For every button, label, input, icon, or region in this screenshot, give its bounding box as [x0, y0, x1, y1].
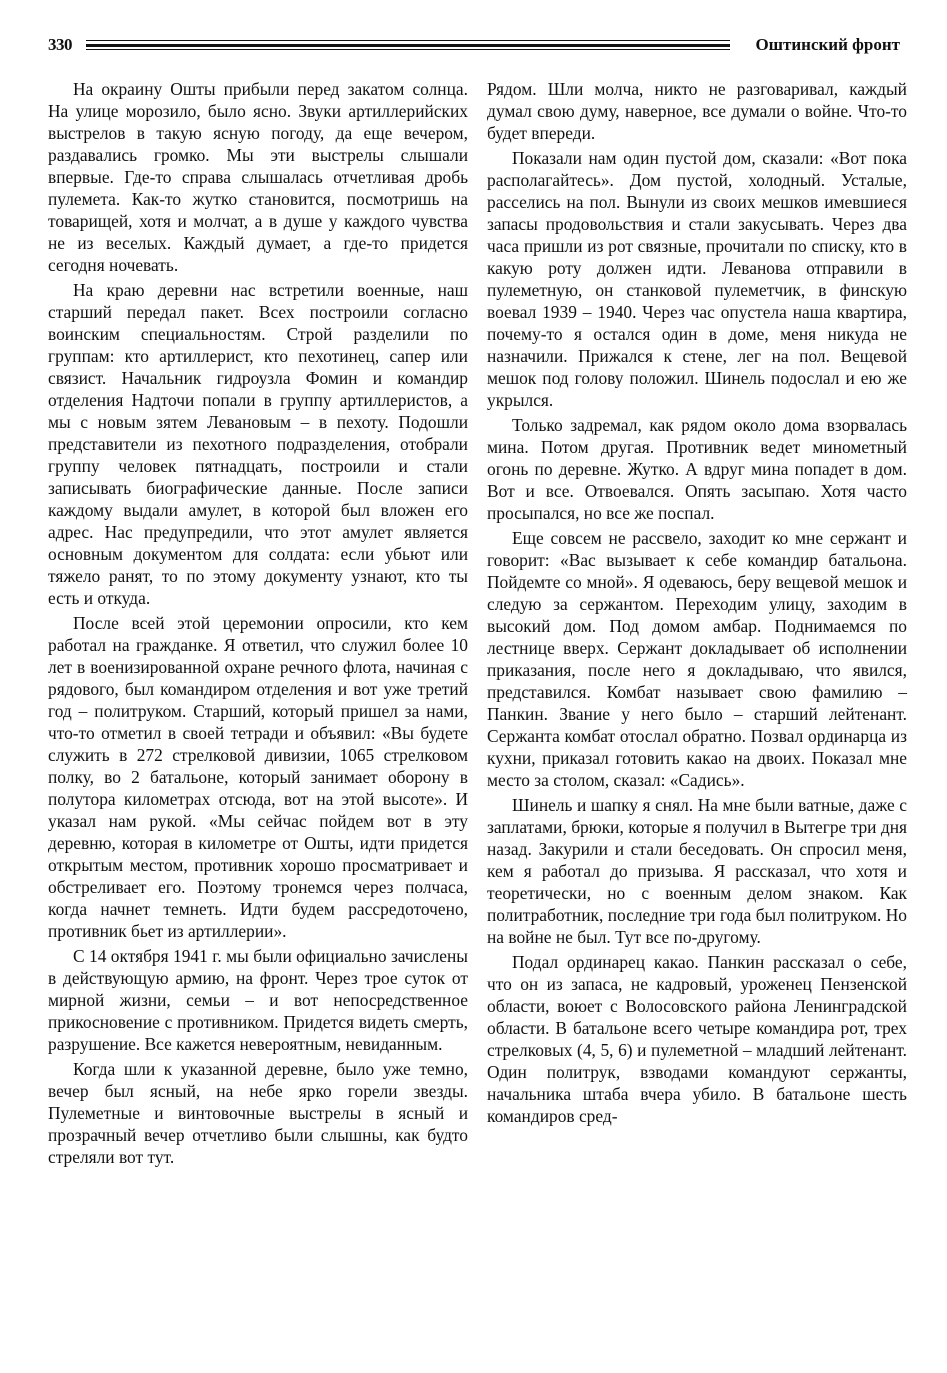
running-title: Оштинский фронт — [755, 35, 900, 54]
text-column-right — [487, 78, 907, 1130]
paragraph-continuation: Рядом. Шли молча, никто не разговаривал, каждый думал свою думу, наверное, все думали о войне. Что-то будет впереди. — [487, 79, 907, 143]
paragraph: Только задремал, как рядом около дома взорвалась мина. Потом другая. Противник ведет минометный огонь по деревне. Жутко. А вдруг мина попадет в дом. Вот и все. Отвоевался. Опять засыпаю. Хотя часто просыпался, но все же поспал. — [487, 415, 907, 523]
paragraph: Шинель и шапку я снял. На мне были ватные, даже с заплатами, брюки, которые я получил в Вытегре три дня назад. Закурили и стали беседовать. Он спросил меня, кем я работал до призыва. Я рассказал, что хотя и теоретически, но с военным делом знаком. Как политработник, последние три года был политруком. Но на войне не был. Тут все по-другому. — [487, 795, 907, 947]
text-column-left — [48, 78, 468, 1171]
paragraph: После всей этой церемонии опросили, кто кем работал на гражданке. Я ответил, что служил более 10 лет в военизированной охране речного флота, начиная с рядового, был командиром отделения и вот уже третий год – политруком. Старший, который пришел за нами, что-то отметил в своей тетради и объявил: «Вы будете служить в 272 стрелковой дивизии, 1065 стрелковом полку, во 2 батальоне, который занимает оборону в полутора километрах отсюда, вот на этой высоте». И указал нам рукой. «Мы сейчас пойдем вот в эту деревню, которая в километре от Ошты, идти придется открытым местом, противник хорошо просматривает и обстреливает его. Поэтому тронемся через полчаса, когда начнет темнеть. Идти будем рассредоточено, противник бьет из артиллерии». — [48, 613, 468, 941]
paragraph: Показали нам один пустой дом, сказали: «Вот пока располагайтесь». Дом пустой, холодный. Усталые, расселись на пол. Вынули из своих мешков имевшиеся запасы продовольствия и стали закусывать. Через два часа пришли из рот связные, прочитали по списку, кто в какую роту должен идти. Леванова отправили в пулеметную, он станковой пулеметчик, в финскую воевал 1939 – 1940. Через час опустела наша квартира, почему-то я остался один в доме, меня никуда не назначили. Прижался к стене, лег на пол. Вещевой мешок под голову положил. Шинель подослал и ею же укрылся. — [487, 148, 907, 410]
paragraph: На краю деревни нас встретили военные, наш старший передал пакет. Всех построили согласно воинским специальностям. Строй разделили по группам: кто артиллерист, кто пехотинец, сапер или связист. Начальник гидроузла Фомин и командир отделения Надточи попали в группу артиллеристов, а мы с новым зятем Левановым – в пехоту. Подошли представители из пехотного подразделения, отобрали группу человек пятнадцать, построили и стали записывать биографические данные. После записи каждому выдали амулет, в которой был вложен его адрес. Нас предупредили, что этот амулет является основным документом для солдата: если убьют или тяжело ранят, то по этому документу узнают, кто ты есть и откуда. — [48, 280, 468, 608]
paragraph: Когда шли к указанной деревне, было уже темно, вечер был ясный, на небе ярко горели звезды. Пулеметные и винтовочные выстрелы в ясный и прозрачный вечер отчетливо были слышны, как будто стреляли вот тут. — [48, 1059, 468, 1167]
paragraph: С 14 октября 1941 г. мы были официально зачислены в действующую армию, на фронт. Через трое суток от мирной жизни, семьи – и вот непосредственное прикосновение с противником. Придется видеть смерть, разрушение. Все кажется невероятным, невиданным. — [48, 946, 468, 1054]
header-rule — [86, 40, 730, 52]
page-number: 330 — [48, 35, 72, 54]
page-header — [48, 34, 900, 58]
paragraph: Еще совсем не рассвело, заходит ко мне сержант и говорит: «Вас вызывает к себе командир батальона. Пойдемте со мной». Я одеваюсь, беру вещевой мешок и следую за сержантом. Переходим улицу, заходим в высокий дом. Под домом амбар. Поднимаемся по лестнице вверх. Сержант докладывает об исполнении приказания, после него я докладываю, что явился, представился. Комбат называет свою фамилию – Панкин. Звание у него было – старший лейтенант. Сержанта комбат отослал обратно. Позвал ординарца из кухни, приказал готовить какао на двоих. Показал мне место за столом, сказал: «Садись». — [487, 528, 907, 790]
paragraph: На окраину Ошты прибыли перед закатом солнца. На улице морозило, было ясно. Звуки артиллерийских выстрелов в такую ясную погоду, да еще вечером, раздавались громко. Мы эти выстрелы слышали впервые. Где-то справа слышалась отчетливая дробь пулемета. Как-то жутко становится, посмотришь на товарищей, хотя и молчат, а в душе у каждого чувства не из веселых. Каждый думает, а где-то придется сегодня ночевать. — [48, 79, 468, 275]
paragraph: Подал ординарец какао. Панкин рассказал о себе, что он из запаса, не кадровый, уроженец Пензенской области, воюет с Волосовского района Ленинградской области. В батальоне всего четыре командира рот, трех стрелковых (4, 5, 6) и пулеметной – младший лейтенант. Один политрук, взводами командуют сержанты, начальника штаба вчера убило. В батальоне шесть командиров сред- — [487, 952, 907, 1126]
